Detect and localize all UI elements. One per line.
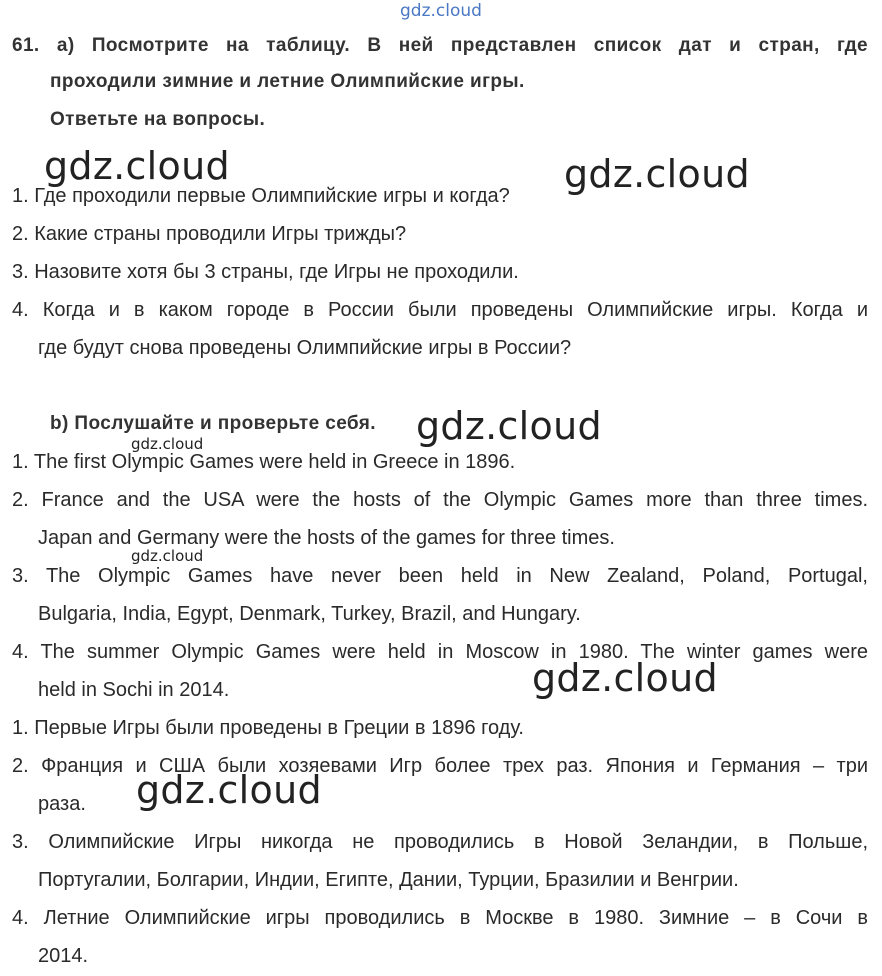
answer-en-1: 1. The first Olympic Games were held in Greece in 1896.	[12, 451, 516, 473]
answer-en-2-line-2: Japan and Germany were the hosts of the games for three times.	[38, 527, 615, 549]
answer-ru-1: 1. Первые Игры были проведены в Греции в 1896 году.	[12, 717, 524, 739]
answer-ru-4-line-1: 4. Летние Олимпийские игры проводились в Москве в 1980. Зимние – в Сочи в	[12, 907, 868, 929]
task-header-line-2: проходили зимние и летние Олимпийские игры.	[50, 71, 525, 92]
question-3: 3. Назовите хотя бы 3 страны, где Игры не проходили.	[12, 261, 519, 283]
answer-en-3-line-2: Bulgaria, India, Egypt, Denmark, Turkey, Brazil, and Hungary.	[38, 603, 581, 625]
answer-ru-2-line-1: 2. Франция и США были хозяевами Игр более трех раз. Япония и Германия – три	[12, 755, 868, 777]
watermark-large: gdz.cloud	[136, 768, 322, 812]
question-4-line-1: 4. Когда и в каком городе в России были проведены Олимпийские игры. Когда и	[12, 299, 868, 321]
watermark-small: gdz.cloud	[131, 435, 204, 453]
watermark-large: gdz.cloud	[416, 404, 602, 448]
part-b-header: b) Послушайте и проверьте себя.	[50, 413, 376, 434]
watermark-large: gdz.cloud	[44, 144, 230, 188]
watermark-small: gdz.cloud	[131, 547, 204, 565]
answer-en-4-line-2: held in Sochi in 2014.	[38, 679, 230, 701]
answer-en-4-line-1: 4. The summer Olympic Games were held in Moscow in 1980. The winter games were	[12, 641, 868, 663]
task-header-line-1: 61. a) Посмотрите на таблицу. В ней представлен список дат и стран, где	[12, 35, 868, 56]
watermark-large: gdz.cloud	[564, 152, 750, 196]
watermark-large: gdz.cloud	[532, 656, 718, 700]
answer-ru-2-line-2: раза.	[38, 793, 86, 815]
answer-en-3-line-1: 3. The Olympic Games have never been held in New Zealand, Poland, Portugal,	[12, 565, 868, 587]
answer-ru-3-line-2: Португалии, Болгарии, Индии, Египте, Дании, Турции, Бразилии и Венгрии.	[38, 869, 739, 891]
answer-ru-4-line-2: 2014.	[38, 945, 89, 967]
question-4-line-2: где будут снова проведены Олимпийские игры в России?	[38, 337, 572, 359]
task-header-line-3: Ответьте на вопросы.	[50, 109, 266, 130]
question-2: 2. Какие страны проводили Игры трижды?	[12, 223, 407, 245]
answer-en-2-line-1: 2. France and the USA were the hosts of the Olympic Games more than three times.	[12, 489, 868, 511]
answer-ru-3-line-1: 3. Олимпийские Игры никогда не проводились в Новой Зеландии, в Польше,	[12, 831, 868, 853]
watermark-top: gdz.cloud	[400, 1, 482, 21]
question-1: 1. Где проходили первые Олимпийские игры и когда?	[12, 185, 510, 207]
